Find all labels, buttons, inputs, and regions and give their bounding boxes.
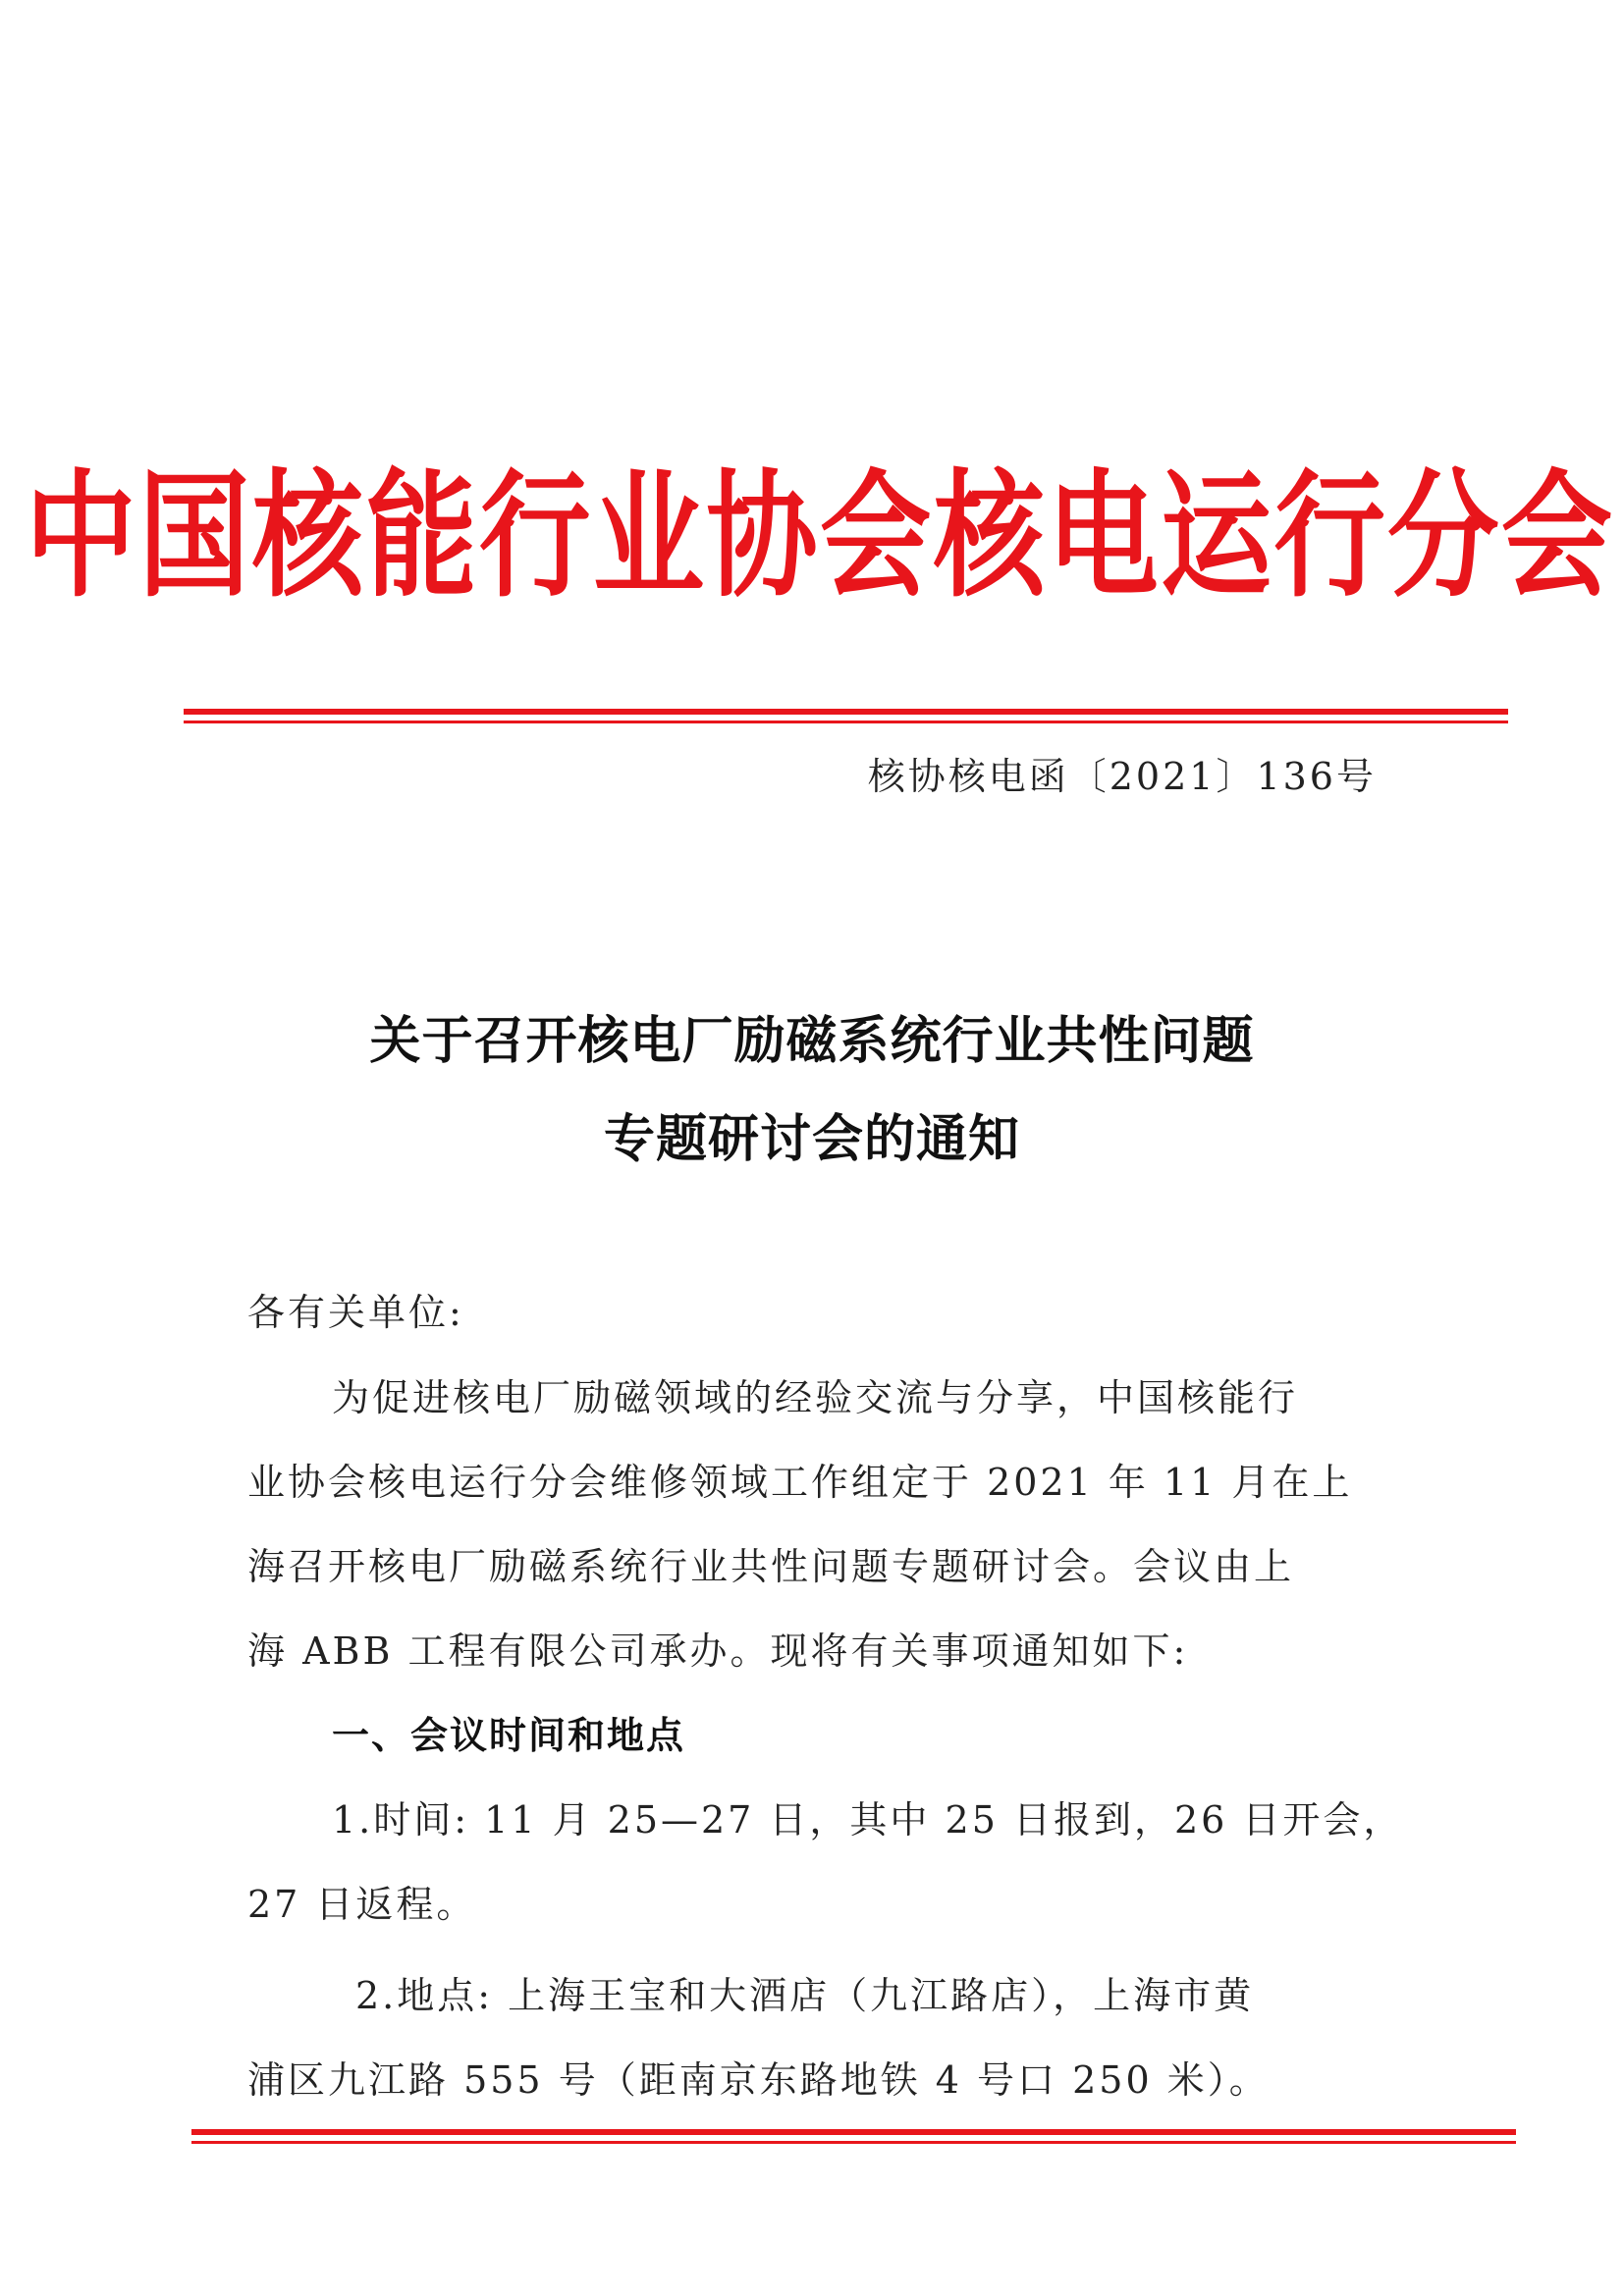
paragraph-line: 海召开核电厂励磁系统行业共性问题专题研讨会。会议由上 (247, 1545, 1295, 1588)
header-rule-thick (184, 709, 1508, 715)
item-time-line: 27 日返程。 (247, 1883, 477, 1926)
notice-title-line-1: 关于召开核电厂励磁系统行业共性问题 (369, 1012, 1255, 1071)
item-time-line: 1.时间: 11 月 25—27 日，其中 25 日报到，26 日开会， (332, 1798, 1404, 1842)
paragraph-line: 为促进核电厂励磁领域的经验交流与分享，中国核能行 (332, 1376, 1299, 1419)
header-rule-thin (184, 721, 1508, 723)
notice-title-line-2: 专题研讨会的通知 (603, 1110, 1020, 1169)
salutation: 各有关单位: (247, 1291, 464, 1334)
paragraph-line: 海 ABB 工程有限公司承办。现将有关事项通知如下: (247, 1629, 1189, 1673)
item-location-line: 浦区九江路 555 号（距南京东路地铁 4 号口 250 米）。 (247, 2058, 1270, 2102)
footer-rule-thin (191, 2141, 1516, 2144)
footer-rule-thick (191, 2129, 1516, 2135)
section-heading: 一、会议时间和地点 (332, 1714, 686, 1757)
document-number: 核协核电函〔2021〕136号 (867, 755, 1377, 798)
organization-name: 中国核能行业协会核电运行分会 (25, 455, 1615, 616)
item-location-line: 2.地点: 上海王宝和大酒店（九江路店），上海市黄 (355, 1974, 1255, 2017)
paragraph-line: 业协会核电运行分会维修领域工作组定于 2021 年 11 月在上 (247, 1461, 1353, 1504)
organization-header (25, 412, 1615, 638)
